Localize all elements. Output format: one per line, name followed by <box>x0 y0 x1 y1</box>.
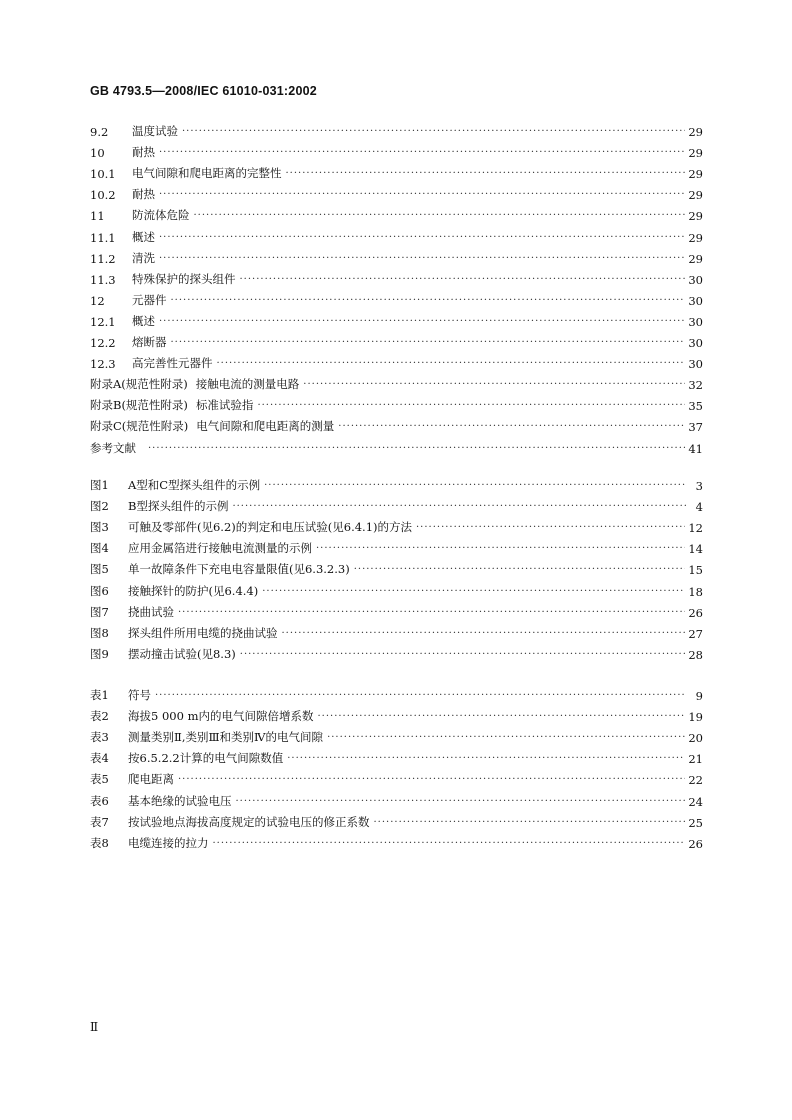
toc-entry-number: 图7 <box>90 604 109 619</box>
toc-entry-title: B型探头组件的示例 <box>128 499 229 514</box>
toc-leader-dots <box>232 500 686 514</box>
toc-entry-title: 测量类别Ⅱ,类别Ⅲ和类别Ⅳ的电气间隙 <box>128 730 324 745</box>
toc-entry-page: 15 <box>688 563 703 578</box>
toc-entry-number: 表7 <box>90 814 109 829</box>
toc-entry-page: 27 <box>688 626 703 641</box>
toc-entry-number: 附录C(规范性附录) <box>90 419 189 434</box>
toc-leader-dots <box>303 378 685 392</box>
toc-leader-dots <box>327 731 685 745</box>
document-header: GB 4793.5—2008/IEC 61010-031:2002 <box>90 84 317 98</box>
toc-entry-number: 图5 <box>90 562 109 577</box>
toc-entry-page: 29 <box>688 251 703 266</box>
toc-leader-dots <box>148 442 685 456</box>
toc-entry[interactable] <box>90 266 703 287</box>
toc-entry[interactable] <box>90 766 703 787</box>
toc-entry-number: 图4 <box>90 541 109 556</box>
toc-leader-dots <box>240 648 686 662</box>
toc-entry-title: 按6.5.2.2计算的电气间隙数值 <box>128 751 284 766</box>
toc-entry-title: 摆动撞击试验(见8.3) <box>128 646 236 661</box>
toc-leader-dots <box>287 752 685 766</box>
toc-entry-number: 表8 <box>90 835 109 850</box>
toc-entry-title: 电气间隙和爬电距离的测量 <box>196 419 335 434</box>
toc-entry-title: 耐热 <box>132 145 155 160</box>
toc-entry-page: 37 <box>688 420 703 435</box>
toc-entry[interactable] <box>90 535 703 556</box>
toc-entry-number: 表6 <box>90 793 109 808</box>
toc-entry[interactable] <box>90 224 703 245</box>
toc-entry-title: 符号 <box>128 688 151 702</box>
toc-entry[interactable] <box>90 724 703 745</box>
toc-entry[interactable] <box>90 202 703 223</box>
toc-entry-number: 表2 <box>90 709 109 724</box>
toc-entry[interactable] <box>90 556 703 577</box>
toc-leader-dots <box>374 816 686 830</box>
toc-entry-page: 26 <box>688 605 703 620</box>
toc-entry-page: 29 <box>688 230 703 245</box>
toc-entry-title: 特殊保护的探头组件 <box>132 271 236 286</box>
toc-entry-page: 20 <box>688 731 703 746</box>
toc-leader-dots <box>236 795 686 809</box>
toc-entry[interactable] <box>90 578 703 599</box>
toc-entry-title: 爬电距离 <box>128 772 174 787</box>
toc-entry[interactable] <box>90 413 703 434</box>
toc-leader-dots <box>182 125 685 139</box>
toc-entry[interactable] <box>90 118 703 139</box>
toc-entry-page: 29 <box>688 146 703 161</box>
toc-entry-title: 概述 <box>132 229 155 244</box>
toc-entry-title: 高完善性元器件 <box>132 356 213 371</box>
toc-entry[interactable] <box>90 350 703 371</box>
toc-entry-page: 41 <box>688 441 703 456</box>
toc-entry-title: 基本绝缘的试验电压 <box>128 793 232 808</box>
toc-entry-number: 表4 <box>90 751 109 766</box>
toc-leader-dots <box>159 188 685 202</box>
toc-entry[interactable] <box>90 287 703 308</box>
toc-leader-dots <box>354 563 686 577</box>
toc-entry-page: 22 <box>688 773 703 788</box>
toc-entry-number: 表5 <box>90 772 109 787</box>
toc-entry-number: 附录B(规范性附录) <box>90 398 188 413</box>
toc-leader-dots <box>316 542 685 556</box>
toc-leader-dots <box>171 336 686 350</box>
toc-entry-number: 11.1 <box>90 230 116 245</box>
toc-leader-dots <box>171 294 686 308</box>
toc-entry[interactable] <box>90 641 703 662</box>
toc-entry-number: 10 <box>90 146 105 161</box>
toc-entry[interactable] <box>90 788 703 809</box>
toc-leader-dots <box>338 420 685 434</box>
toc-leader-dots <box>257 399 685 413</box>
toc-entry-title: 电缆连接的拉力 <box>128 835 209 850</box>
toc-entry-title: 按试验地点海拔高度规定的试验电压的修正系数 <box>128 814 370 829</box>
toc-entry-number: 图6 <box>90 583 109 598</box>
toc-entry-title: 熔断器 <box>132 335 167 349</box>
toc-leader-dots <box>194 209 686 223</box>
toc-entry[interactable] <box>90 830 703 851</box>
toc-entry-page: 21 <box>688 752 703 767</box>
toc-entry-number: 图2 <box>90 499 109 514</box>
toc-entry-title: 接触电流的测量电路 <box>195 377 300 392</box>
toc-entry-page: 29 <box>688 209 703 224</box>
toc-entry-page: 30 <box>688 272 703 287</box>
toc-entry-number: 表3 <box>90 730 109 745</box>
toc-entry[interactable] <box>90 745 703 766</box>
toc-entry[interactable] <box>90 371 703 392</box>
toc-leader-dots <box>286 167 686 181</box>
toc-entry-number: 图9 <box>90 646 109 661</box>
toc-entry-page: 26 <box>688 836 703 851</box>
toc-entry-title: 概述 <box>132 313 155 328</box>
toc-entry-title: 电气间隙和爬电距离的完整性 <box>132 166 282 181</box>
toc-leader-dots <box>155 689 686 703</box>
toc-entry-number: 10.1 <box>90 167 116 182</box>
toc-entry-title: A型和C型探头组件的示例 <box>128 478 261 492</box>
toc-entry-title: 耐热 <box>132 187 155 202</box>
toc-entry-page: 28 <box>688 647 703 662</box>
toc-entry-number: 表1 <box>90 688 109 702</box>
toc-leader-dots <box>262 585 685 599</box>
toc-entry-title: 挠曲试验 <box>128 604 174 619</box>
toc-entry-title: 接触探针的防护(见6.4.4) <box>128 583 259 598</box>
toc-leader-dots <box>159 146 685 160</box>
toc-entry-number: 9.2 <box>90 125 109 139</box>
toc-entry-title: 清洗 <box>132 250 155 265</box>
toc-entry-number: 10.2 <box>90 188 116 203</box>
toc-entry-page: 32 <box>688 378 703 393</box>
toc-entry-number: 11 <box>90 209 105 224</box>
toc-entry-number: 12.2 <box>90 336 116 350</box>
toc-leader-dots <box>317 710 685 724</box>
toc-leader-dots <box>416 521 685 535</box>
toc-entry-title: 标准试验指 <box>195 398 254 413</box>
toc-entry-title: 单一故障条件下充电电容量限值(见6.3.2.3) <box>128 562 350 577</box>
toc-entry-page: 4 <box>695 500 703 515</box>
toc-entry-page: 3 <box>695 479 703 493</box>
toc-entry-page: 25 <box>688 815 703 830</box>
toc-entry[interactable] <box>90 308 703 329</box>
toc-leader-dots <box>213 837 686 851</box>
toc-entry[interactable] <box>90 139 703 160</box>
toc-entry[interactable] <box>90 329 703 350</box>
toc-entry-page: 14 <box>688 542 703 557</box>
toc-leader-dots <box>178 606 685 620</box>
toc-entry[interactable] <box>90 435 703 456</box>
toc-leader-dots <box>178 773 685 787</box>
toc-entry-page: 18 <box>688 584 703 599</box>
toc-entry-number: 12.1 <box>90 314 116 329</box>
toc-entry-page: 29 <box>688 167 703 182</box>
toc-entry-title: 应用金属箔进行接触电流测量的示例 <box>128 541 312 556</box>
toc-leader-dots <box>159 315 685 329</box>
toc-entry-page: 19 <box>688 710 703 725</box>
toc-entry-number: 附录A(规范性附录) <box>90 377 188 392</box>
toc-entry-number: 12 <box>90 293 105 308</box>
toc-leader-dots <box>282 627 686 641</box>
toc-entry-page: 35 <box>688 399 703 414</box>
toc-entry-page: 30 <box>688 293 703 308</box>
toc-entry-title: 探头组件所用电缆的挠曲试验 <box>128 625 278 640</box>
toc-entry-page: 29 <box>688 188 703 203</box>
toc-entry[interactable] <box>90 160 703 181</box>
toc-entry-number: 图3 <box>90 520 109 535</box>
toc-entry[interactable] <box>90 682 703 703</box>
page-number: Ⅱ <box>90 1020 99 1034</box>
toc-entry-number: 11.2 <box>90 251 116 266</box>
toc-entry[interactable] <box>90 620 703 641</box>
toc-entry[interactable] <box>90 809 703 830</box>
toc-entry[interactable] <box>90 472 703 493</box>
toc-entry-number: 图1 <box>90 478 109 492</box>
toc-leader-dots <box>217 357 686 371</box>
toc-entry-title: 海拔5 000 m内的电气间隙倍增系数 <box>128 709 314 724</box>
toc-entry[interactable] <box>90 181 703 202</box>
toc-entry-title: 防流体危险 <box>132 208 190 223</box>
toc-entry-title: 可触及零部件(见6.2)的判定和电压试验(见6.4.1)的方法 <box>128 520 412 535</box>
toc-entry-page: 9 <box>695 689 703 703</box>
toc-leader-dots <box>264 479 686 493</box>
toc-entry-number: 12.3 <box>90 357 116 372</box>
toc-entry[interactable] <box>90 493 703 514</box>
toc-entry-title: 元器件 <box>132 292 167 307</box>
toc-entry[interactable] <box>90 392 703 413</box>
toc-entry-page: 24 <box>688 794 703 809</box>
toc-entry[interactable] <box>90 245 703 266</box>
toc-entry[interactable] <box>90 514 703 535</box>
toc-entry-page: 30 <box>688 336 703 350</box>
toc-entry[interactable] <box>90 599 703 620</box>
toc-entry-number: 图8 <box>90 625 109 640</box>
toc-entry-number: 11.3 <box>90 272 116 287</box>
toc-entry-page: 30 <box>688 357 703 372</box>
toc-leader-dots <box>159 231 685 245</box>
toc-entry-number: 参考文献 <box>90 440 136 455</box>
toc-entry-page: 29 <box>688 125 703 139</box>
toc-entry-page: 30 <box>688 314 703 329</box>
toc-entry-page: 12 <box>688 521 703 536</box>
toc-leader-dots <box>159 252 685 266</box>
toc-leader-dots <box>240 273 686 287</box>
toc-entry[interactable] <box>90 703 703 724</box>
toc-entry-title: 温度试验 <box>132 124 178 138</box>
